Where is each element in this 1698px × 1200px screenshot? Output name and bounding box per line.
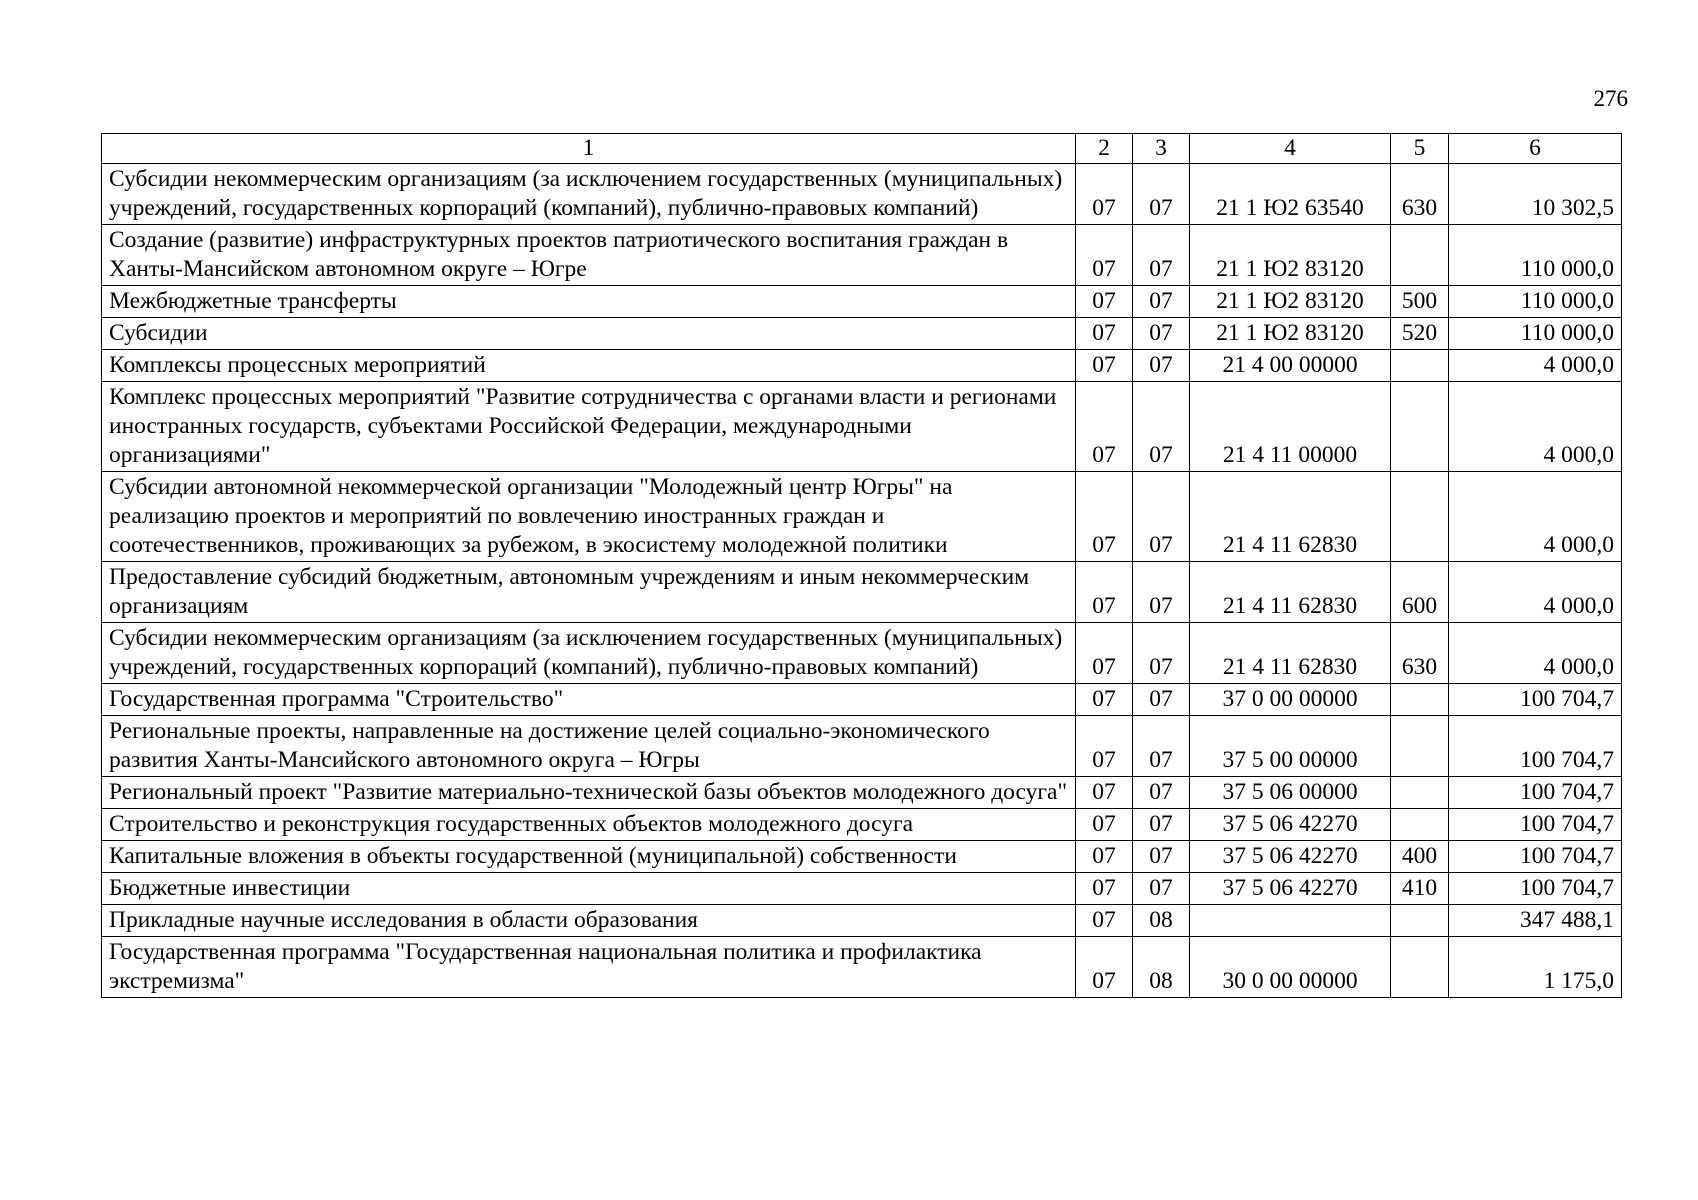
row-name-cell: Бюджетные инвестиции	[102, 873, 1076, 905]
row-expense-type-cell: 410	[1391, 873, 1449, 905]
row-section-cell: 07	[1076, 809, 1133, 841]
table-row	[102, 562, 1622, 623]
row-section-cell: 07	[1076, 562, 1133, 623]
row-amount-cell: 100 704,7	[1449, 841, 1622, 873]
row-amount-cell: 1 175,0	[1449, 937, 1622, 998]
row-subsection-cell: 07	[1133, 873, 1190, 905]
page-number: 276	[1593, 86, 1628, 111]
row-target-article-cell: 37 5 06 42270	[1190, 841, 1391, 873]
row-expense-type-cell: 630	[1391, 164, 1449, 225]
row-target-article-cell: 37 5 06 42270	[1190, 809, 1391, 841]
row-name-cell: Комплексы процессных мероприятий	[102, 350, 1076, 382]
table-row	[102, 777, 1622, 809]
row-subsection-cell: 07	[1133, 382, 1190, 472]
row-section-cell: 07	[1076, 905, 1133, 937]
row-target-article-cell: 21 4 11 00000	[1190, 382, 1391, 472]
row-name-cell: Прикладные научные исследования в области образования	[102, 905, 1076, 937]
row-section-cell: 07	[1076, 318, 1133, 350]
row-amount-cell: 4 000,0	[1449, 623, 1622, 684]
row-target-article-cell: 37 5 00 00000	[1190, 716, 1391, 777]
row-section-cell: 07	[1076, 873, 1133, 905]
row-name-cell: Капитальные вложения в объекты государственной (муниципальной) собственности	[102, 841, 1076, 873]
row-amount-cell: 4 000,0	[1449, 472, 1622, 562]
row-target-article-cell: 37 0 00 00000	[1190, 684, 1391, 716]
row-target-article-cell: 21 4 11 62830	[1190, 472, 1391, 562]
header-cell-amount: 6	[1449, 134, 1622, 164]
row-subsection-cell: 07	[1133, 472, 1190, 562]
row-expense-type-cell	[1391, 350, 1449, 382]
row-section-cell: 07	[1076, 937, 1133, 998]
header-cell-expense-type: 5	[1391, 134, 1449, 164]
table-row	[102, 472, 1622, 562]
row-target-article-cell: 21 1 Ю2 63540	[1190, 164, 1391, 225]
table-header-row	[102, 134, 1622, 164]
row-subsection-cell: 07	[1133, 225, 1190, 286]
row-name-cell: Субсидии	[102, 318, 1076, 350]
table-row	[102, 716, 1622, 777]
row-amount-cell: 100 704,7	[1449, 873, 1622, 905]
row-target-article-cell: 21 1 Ю2 83120	[1190, 318, 1391, 350]
table-row	[102, 684, 1622, 716]
table-row	[102, 873, 1622, 905]
row-amount-cell: 4 000,0	[1449, 350, 1622, 382]
row-name-cell: Субсидии некоммерческим организациям (за исключением государственных (муниципальных) учреждений, государственных корпораций (компаний), публично-правовых компаний)	[102, 164, 1076, 225]
row-section-cell: 07	[1076, 164, 1133, 225]
table-row	[102, 623, 1622, 684]
row-amount-cell: 110 000,0	[1449, 286, 1622, 318]
header-cell-name: 1	[102, 134, 1076, 164]
row-subsection-cell: 07	[1133, 350, 1190, 382]
row-amount-cell: 100 704,7	[1449, 716, 1622, 777]
row-section-cell: 07	[1076, 472, 1133, 562]
row-expense-type-cell: 520	[1391, 318, 1449, 350]
row-section-cell: 07	[1076, 286, 1133, 318]
header-cell-section: 2	[1076, 134, 1133, 164]
row-expense-type-cell	[1391, 382, 1449, 472]
row-target-article-cell: 21 1 Ю2 83120	[1190, 286, 1391, 318]
row-name-cell: Субсидии некоммерческим организациям (за исключением государственных (муниципальных) учреждений, государственных корпораций (компаний), публично-правовых компаний)	[102, 623, 1076, 684]
row-name-cell: Субсидии автономной некоммерческой организации "Молодежный центр Югры" на реализацию проектов и мероприятий по вовлечению иностранных граждан и соотечественников, проживающих за рубежом, в экосистему молодежной политики	[102, 472, 1076, 562]
row-subsection-cell: 08	[1133, 937, 1190, 998]
row-expense-type-cell	[1391, 937, 1449, 998]
row-section-cell: 07	[1076, 841, 1133, 873]
row-name-cell: Межбюджетные трансферты	[102, 286, 1076, 318]
row-expense-type-cell: 600	[1391, 562, 1449, 623]
budget-table	[101, 133, 1622, 998]
row-section-cell: 07	[1076, 350, 1133, 382]
table-row	[102, 350, 1622, 382]
row-target-article-cell: 37 5 06 00000	[1190, 777, 1391, 809]
row-expense-type-cell: 500	[1391, 286, 1449, 318]
row-amount-cell: 110 000,0	[1449, 225, 1622, 286]
row-section-cell: 07	[1076, 623, 1133, 684]
row-target-article-cell: 21 4 11 62830	[1190, 562, 1391, 623]
table-row	[102, 382, 1622, 472]
header-cell-subsection: 3	[1133, 134, 1190, 164]
row-expense-type-cell	[1391, 225, 1449, 286]
row-amount-cell: 10 302,5	[1449, 164, 1622, 225]
row-subsection-cell: 07	[1133, 809, 1190, 841]
row-target-article-cell: 21 1 Ю2 83120	[1190, 225, 1391, 286]
row-subsection-cell: 07	[1133, 716, 1190, 777]
row-subsection-cell: 07	[1133, 841, 1190, 873]
table-row	[102, 164, 1622, 225]
row-expense-type-cell	[1391, 684, 1449, 716]
row-subsection-cell: 07	[1133, 684, 1190, 716]
table-row	[102, 841, 1622, 873]
row-expense-type-cell: 400	[1391, 841, 1449, 873]
row-name-cell: Предоставление субсидий бюджетным, автономным учреждениям и иным некоммерческим организациям	[102, 562, 1076, 623]
row-name-cell: Строительство и реконструкция государственных объектов молодежного досуга	[102, 809, 1076, 841]
row-target-article-cell: 37 5 06 42270	[1190, 873, 1391, 905]
row-amount-cell: 4 000,0	[1449, 382, 1622, 472]
row-target-article-cell: 30 0 00 00000	[1190, 937, 1391, 998]
row-section-cell: 07	[1076, 225, 1133, 286]
table-row	[102, 225, 1622, 286]
row-subsection-cell: 07	[1133, 562, 1190, 623]
row-subsection-cell: 07	[1133, 318, 1190, 350]
row-subsection-cell: 07	[1133, 164, 1190, 225]
row-expense-type-cell	[1391, 905, 1449, 937]
table-row	[102, 905, 1622, 937]
row-name-cell: Создание (развитие) инфраструктурных проектов патриотического воспитания граждан в Ханты-Мансийском автономном округе – Югре	[102, 225, 1076, 286]
row-target-article-cell	[1190, 905, 1391, 937]
row-section-cell: 07	[1076, 684, 1133, 716]
row-section-cell: 07	[1076, 382, 1133, 472]
row-expense-type-cell	[1391, 777, 1449, 809]
table-row	[102, 809, 1622, 841]
row-amount-cell: 4 000,0	[1449, 562, 1622, 623]
row-target-article-cell: 21 4 00 00000	[1190, 350, 1391, 382]
table-row	[102, 286, 1622, 318]
row-expense-type-cell	[1391, 809, 1449, 841]
row-name-cell: Государственная программа "Строительство"	[102, 684, 1076, 716]
row-amount-cell: 100 704,7	[1449, 809, 1622, 841]
header-cell-target-article: 4	[1190, 134, 1391, 164]
row-name-cell: Государственная программа "Государственная национальная политика и профилактика экстремизма"	[102, 937, 1076, 998]
row-amount-cell: 100 704,7	[1449, 684, 1622, 716]
table-row	[102, 318, 1622, 350]
row-name-cell: Региональный проект "Развитие материально-технической базы объектов молодежного досуга"	[102, 777, 1076, 809]
row-section-cell: 07	[1076, 716, 1133, 777]
row-subsection-cell: 07	[1133, 286, 1190, 318]
row-expense-type-cell: 630	[1391, 623, 1449, 684]
row-amount-cell: 347 488,1	[1449, 905, 1622, 937]
row-subsection-cell: 08	[1133, 905, 1190, 937]
row-name-cell: Региональные проекты, направленные на достижение целей социально-экономического развития Ханты-Мансийского автономного округа – Югры	[102, 716, 1076, 777]
row-target-article-cell: 21 4 11 62830	[1190, 623, 1391, 684]
table-row	[102, 937, 1622, 998]
row-subsection-cell: 07	[1133, 777, 1190, 809]
row-expense-type-cell	[1391, 716, 1449, 777]
row-name-cell: Комплекс процессных мероприятий "Развитие сотрудничества с органами власти и регионами иностранных государств, субъектами Российской Федерации, международными организациями"	[102, 382, 1076, 472]
row-amount-cell: 100 704,7	[1449, 777, 1622, 809]
row-subsection-cell: 07	[1133, 623, 1190, 684]
row-amount-cell: 110 000,0	[1449, 318, 1622, 350]
row-section-cell: 07	[1076, 777, 1133, 809]
row-expense-type-cell	[1391, 472, 1449, 562]
